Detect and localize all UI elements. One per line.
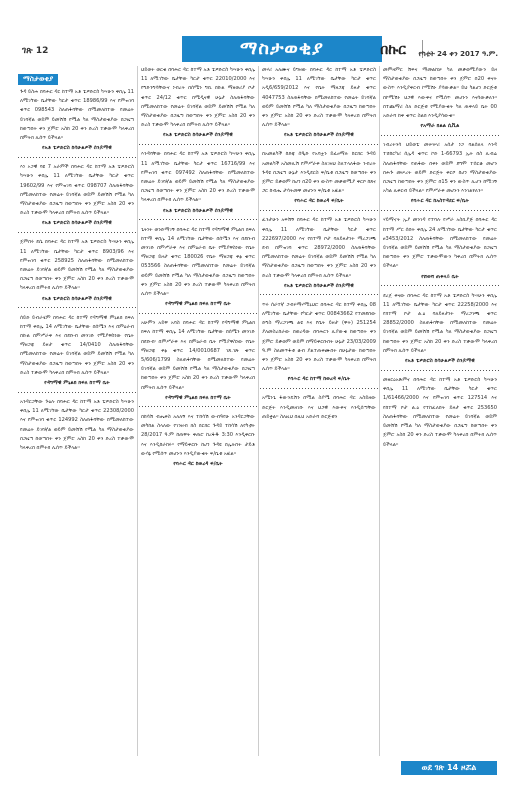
notice-divider xyxy=(260,207,378,213)
notice-text: ጀምበሩ ደሴ በባሕር ዳር ከተማ አቶ ቴዎድሮስ ካሣሁን ቀበሌ 11 ለሚገኘው ቤታቸው ካርታ ቁጥር 8903/96 እና የምዝገባ ቁጥር 258925 ስለጠፋባቸው በሚመለከተው የመሬት ይገባኛል ወይም ይመሽሽ የሚል ካለ ማስታወቂያው በጋዜጣ ከወጣበት ቀን ጀምሮ አስከ 20 ቀን ድረስ ተቃውሞ ካላቀረበ በምትክ ሊሰጥ ይችላል፡፡ xyxy=(20,239,134,292)
notice-text: ደረጀ ቀናው በባሕር ዳር ከተማ አቶ ቴዎድሮስ ካሣሁን ቀበሌ 11 ለሚገኘው ቤታቸው ካርታ ቁጥር 22258/2000 እና የክተማ ቦታ ል.ዕ ባለይዞታነት ማረጋገጫ ቁጥር 28852/2000 ስለጠፋባቸው በሚመለከተው የመሬት ይገባኛል ወይም ይመሽሽ የሚል ካለ ማስታወቂያው በጋዜጣ ከወጣበት ቀን ጀምሮ አስከ 20 ቀን ድረስ ተቃውሞ ካላቀረበ በምትክ ሊሰጥ ይችላል፡፡ xyxy=(383,292,497,354)
notice-signature: የሸወሻ ጠቅላይ ቤት xyxy=(421,273,459,280)
notice-signature: የአቶ ቴዎድሮስ ከሳሁልዎች ሰንዶማዊ xyxy=(284,282,354,289)
notice-text: አሁምን አይዋ አባስ በባሕር ዳር ከተማ የዳግማዊ ምኒልክ ክፍለ ከተማ ቀበሌ 14 ለሚገኘው ቤታቸው በሰሜን መንገድ በደቡብ፡ በምሥራቅ እና በምዕራብ ቤት የሚያዋስነው የቤት ማዘጋጃ ቅፅ ቁጥር 14/0010687 ገጸ.ገጽ ቁጥር 5/606/1799 ስለጠፋባቸው በሚመለከተው የመሬት ይገባኛል ወይም ይመሽሽ የሚል ካለ ማስታወቂያው በጋዜጣ ከወጣበት ቀን ጀምሮ አስከ 20 ቀን ድረስ ተቃውሞ ካላቀረበ በምትክ ሊሰጥ ይችላል፡፡ xyxy=(141,320,255,391)
notice-divider xyxy=(18,389,136,395)
notice-text: ፈንታሁን አፍሽኝ በባሕር ዳር ከተማ አቶ ቴዎድሮስ ካሣሁን ቀበሌ 11 ለሚገኘው ቤታቸው ካርታ ቁጥር 222697/2000 እና የክተማ ቦታ ባለይዞታነት ማረጋገጫ ደብ በምዝገባ ቁጥር 28972/2000 ስለጠፋባቸው በሚመለከተው የመሬት ይገባኛል ወይም ይመሽሽ የሚል ካለ ማስታወቂያው በጋዜጣ ከወጣበት ቀን ጀምሮ አስከ 20 ቀን ድረስ ተቃውሞ ካላቀረበ በምትክ ሊሰጥ ይችላል፡፡ xyxy=(262,217,376,279)
notice-signature: የባሕር ዳር ከተማ ከወረዳ ፍ/ቤት xyxy=(287,376,351,383)
column-3 xyxy=(260,66,378,756)
notice-text: አንዳርጋቸው ጉዕሉ በባሕር ዳር ከተማ አቶ ቴዎድሮስ ካሣሁን ቀበሌ 11 ለሚገኘው ቤታቸው ካርታ ቁጥር 22308/2000 እና የምዝገባ ቁጥር 124992 ስለጠፋባቸው በሚመለከተው የመሬት ይገባኛል ወይም ይመሽሽ የሚል ካለ ማስታወቂያው በጋዜጣ ከወጣበት ቀን ጀምሮ አስከ 20 ቀን ድረስ ተቃውሞ ካላቀረበ በምትክ ሊሰጥ ይችላል፡፡ xyxy=(20,399,134,452)
notice-signature: የአቶ ቴዎድሮስ ከሳሁልዎች ሰንዶማዊ xyxy=(42,220,112,227)
notice-divider xyxy=(18,154,136,160)
notice-text: አሜንጌ ፋውንዴሽን በሚል ስያሜ በባሕር ዳር አስይዘው ድርጅት እንዲመዘገቡ እና ህጋዊ እውቅና እንዲሰጣቸው ጠይቋል፡፡ ስለዚህ በዚህ አድራሻ ድርጅቱን xyxy=(262,395,376,420)
notice-divider xyxy=(260,292,378,298)
continued-on-page-tag: ወደ ገጽ 14 ዞሯል xyxy=(401,761,497,775)
notice-divider xyxy=(18,305,136,311)
notice-text: መሃሪ አለሙና ይግዛው በባሕር ዳር ከተማ አቶ ቴዎድሮስ ካሣሁን ቀበሌ 11 ለሚገኘው ቤታቸው ካርታ ቁጥር አዲ6/659/2012 እና የቤት ማዘጋጃ ይዞታ ቁጥር 4047753 ስለጠፋባቸው በሚመለከተው የመሬት ይገባኛል ወይም ይመሽሽ የሚል ካለ ማስታወቂያው በጋዜጣ ከወጣበት ቀን ጀምሮ አስከ 20 ቀን ድረስ ተቃውሞ ካላቀረበ በምትክ ሊሰጥ ይችላል፡፡ xyxy=(262,67,376,129)
section-title: ማስታወቂያ xyxy=(182,36,382,62)
notice-text: ሃይማኖት ኢያ መንገዳ የተባሉ የሥራ አስኪያጅ በባሕር ዳር ከተማ ሥር ሰበት ቀበሌ 24 ለሚገኘው ቤታቸው ካርታ ቁጥር ፀ3453/2012 ስለጠፋባቸው በሚመለከተው የመሬት ይገባኛል ወይም ይመሽሽ የሚል ካለ ማስታወቂያው በጋዜጣ ከወጣበት ቀን ጀምሮ ተቃውሞውን ካቀረበ በምትክ ሊሰጥ ይችላል፡፡ xyxy=(383,217,497,270)
column-2 xyxy=(139,66,257,756)
newspaper-name: በኩር xyxy=(380,42,406,58)
column-rule xyxy=(379,66,380,756)
notice-text: ጌትነት ወንድማገኝ በባሕር ዳር ከተማ የዳግማዊ ምኒልክ ክፍለ ከተማ ቀበሌ 14 ለሚገኘው ቤታቸው በሰሜን እና በደቡብ መንገድ በምሥራቅ እና በምዕራብ ቤት የሚያዋስነው የቤት ማዘጋጃ ይዞታ ቁጥር 180026 የቤት ማዘጋጃ ቅፅ ቁጥር 053566 ስለጠፋባቸው በሚመለከተው የመሬት ይገባኛል ወይም ይመሽሽ የሚል ካለ ማስታወቂያው በጋዜጣ ከወጣበት ቀን ጀምሮ አስከ 20 ቀን ድረስ ተቃውሞ ካላቀረበ በምትክ ሊሰጥ ይችላል፡፡ xyxy=(141,226,255,298)
page-number: ገጽ 12 xyxy=(22,46,49,56)
notice-text: ሰይድ ይብራሂም በባሕር ዳር ከተማ የዳግማዊ ምኒልክ ክፍለ ከተማ ቀበሌ 14 ለሚገኘው ቤታቸው በሰሜን እና በምዕራብ በኩል በምሥራቅ እና በደቡብ መንገድ የሚያዋስነው የቤት ማዘጋጃ ይዞታ ቁጥር 14/0410 ስለጠፋባቸው በሚመለከተው የመሬት ይገባኛል ወይም ይመሽሽ የሚል ካለ ማስታወቂያው በጋዜጣ ከወጣበት ቀን ጀምሮ አስከ 20 ቀን ድረስ ተቃውሞ ካላቀረበ በምትክ ሊሰጥ ይችላል፡፡ xyxy=(20,314,134,376)
notice-text: ገብረትንሳ ህይወቴ መሠሠሪ አሰታ ነጋ ባልሰለላ እንዳ ተሸከርካሪ ሰሌዳ ቁጥር ኮድ 1-66793 ኢት በስ ሊብሬ ስለጠፋባቸው የጠፋው በቀኑ ወይም ደግሞ ተሰርቆ መሆን በሕጉ መሠረት ወይም ድርጅት ቀርቦ ከሆነ ማስታወቂያው በጋዜጣ ከወጣበት ቀን ጀምሮ በ15 ቀን ውስጥ ሊሆን ከሚገኝ አካል ሊቀርብ ይችላል፡፡ የምሥራቅ መሆኑን እንገልፃለን፡፡ xyxy=(383,142,497,195)
column-rule xyxy=(258,66,259,756)
notice-text: ጉዳ ይስሐ በባሕር ዳር ከተማ አቶ ቴዎድሮስ ካሣሁን ቀበሌ 11 ለሚገኘው ቤታቸው ካርታ ቁጥር 18986/99 እና የምዝገባ ቁጥር 098543 ስለጠፋባቸው በሚመለከተው የመሬት ይገባኛል ወይም ይመሽሽ የሚል ካለ ማስታወቂያው በጋዜጣ ከወጣበት ቀን ጀምሮ አስከ 20 ቀን ድረስ ተቃውሞ ካላቀረበ በምትክ ሊሰጥ ይችላል፡፡ xyxy=(20,89,134,142)
column-4 xyxy=(381,66,499,756)
notice-text: እነ ኦጋዊ ባዩ 7 አራምች በባሕር ዳር ከተማ አቶ ቴዎድሮስ ካሣሁን ቀበሌ 11 ለሚገኘው ቤታቸው ካርታ ቁጥር 19602/99 እና የምዝገባ ቁጥር 098707 ስለጠፋባቸው በሚመለከተው የመሬት ይገባኛል ወይም ይመሽሽ የሚል ካለ ማስታወቂያው በጋዜጣ ከወጣበት ቀን ጀምሮ አስከ 20 ቀን ድረስ ተቃውሞ ካላቀረበ በምትክ ሊሰጥ ይችላል፡፡ xyxy=(20,164,134,217)
notice-text: በአመልካች ከድጃ ሰዒድ የአባቷን ይፈፀማሉ ከርክር ጉዳይ አመልካች አስመሊሽ የምሥራቅ ስለገዛህ ስለተላለፋው ንብረት ጉዳዩ በጋዜጣ ሁኔታ እንዲደርስ ፍ/ቤቱ በጋዜጣ ከወጣበት ቀን ጀምሮ ይቃወም ከሆነ በ20 ቀን ውስጥ መቃወሚያ ቀርቦ ከጸና ጋር ከብሔ ታሳትመዋ መሆኑን ፍ/ቤቱ አዟል፡፡ xyxy=(262,151,376,195)
notice-divider xyxy=(260,141,378,147)
notice-signature: የአቶ ቴዎድሮስ ከሳሁልዎች ሰንዶማዊ xyxy=(42,145,112,152)
page-header xyxy=(22,36,498,62)
notice-text: ጥሩ ሰራተኛ ጋብሩማሃሚኒህሮ በባሕር ዳር ከተማ ቀበሌ 08 ለሚገኘው ቤታቸው የካርታ ቁጥር 00843662 የተመደበው ድግስ ማረጋገጫ ልዩ እና የቤት ይዞታ (ዋት) 251254 ያለመስረከራው በወረዳው በባሕርን ሊያውቁ ከወጣበት ቀን ጀምሮ ይቃወም ወይም በማይቀርቡበት ሁኔታ 23/03/2009 ዓ.ም ስለመጥፋቱ ቆብ ያልተጠቀሙበት በሁኔታው ከወጣበት ቀን ጀምሮ አስከ 20 ቀን ድረስ ተቃውሞ ካላቀረበ በምትክ ሊሰጥ ይችላል፡፡ xyxy=(262,301,376,373)
notice-signature: የአቶ ቴዎድሮስ ከሳሁልዎች ሰንዶማዊ xyxy=(163,207,233,214)
column-1 xyxy=(18,66,136,756)
notice-signature: የአቶ ቴዎድሮስ ከሳሁልዎች ሰንዶማዊ xyxy=(405,358,475,365)
column-tag: ማስታወቂያ xyxy=(18,74,58,85)
notice-divider xyxy=(381,283,499,289)
notice-text: ህይወት ወርቁ በባሕር ዳር ከተማ አቶ ቴዎድሮስ ካሣሁን ቀበሌ 11 ለሚገኘው ቤታቸው ካርታ ቁጥር 22010/2000 እና የግድንግሳቸውና ነብረት በሰሜን ግቢ በኩል ማዘወሪያ ቦታ ቁጥር 24/12 ቁጥር በሜዲናዊ ሁኔታ ስለጠፋባቸው በሚመለከተው የመሬት ይገባኛል ወይም ይመሽሽ የሚል ካለ ማስታወቂያው በጋዜጣ ከወጣበት ቀን ጀምሮ አስከ 20 ቀን ድረስ ተቃውሞ ካላቀረበ በምትክ ሊሰጥ ይችላል፡፡ xyxy=(141,67,255,129)
notice-signature: የአቶ ቴዎድሮስ ከሳሁልዎች ሰንዶማዊ xyxy=(42,295,112,302)
notice-divider xyxy=(381,132,499,138)
column-rule xyxy=(137,66,138,756)
notice-divider xyxy=(139,141,257,147)
notice-divider xyxy=(260,385,378,391)
notice-signature: የባሕር ዳር ከወረዳ ፍ/ቤት xyxy=(173,460,223,467)
notice-divider xyxy=(381,367,499,373)
notice-signature: የአቶ ቴዎድሮስ ከሳሁልዎች ሰንዶማዊ xyxy=(284,132,354,139)
notice-signature: የአቶ ቴዎድሮስ ከሳሁልዎች ሰንዶማዊ xyxy=(163,132,233,139)
notice-text: እንዳሻቸው በባሕር ዳር ከተማ አቶ ቴዎድሮስ ካሣሁን ቀበሌ 11 ለሚገኘው ቤታቸው ካርታ ቁጥር 16716/99 እና የምዝገባ ቁጥር 097492 ስለጠፋባቸው በሚመለከተው የመሬት ይገባኛል ወይም ይመሽሽ የሚል ካለ ማስታወቂያው በጋዜጣ ከወጣበት ቀን ጀምሮ አስከ 20 ቀን ድረስ ተቃውሞ ካላቀረበ በምትክ ሊሰጥ ይችላል፡፡ xyxy=(141,151,255,204)
notice-text: መምዛምር ሽፍና ማመልከቻ ካለ መቃወሚያውን ይዞ ማስታወቂያው በጋዜጣ ከወጣበት ቀን ጀምሮ በ20 ቀናት ውስጥ እንዲያቀርብ ኮሚሽኑ ያሳውቃል፡፡ ይህ ካልሆነ ድርጅቱ በኮሚሽኑ ህጋዊ እውቅና የሚሰጥ መሆኑን እናሳውቃለን፡፡ በተጨማሪ ስለ ድርጅቱ የሚያውቁት ካለ ጠቅላይ ቤት 00 አድራሻ ከቀ ቁጥር ስልክ እንዲያሳውቁ፡፡ xyxy=(383,67,497,120)
notice-divider xyxy=(139,404,257,410)
notice-signature: የባሕር ዳር ከአስተዳደር ፍ/ቤት xyxy=(411,198,469,205)
notice-signature: የዳግማዊ ምኒልክ ክፍለ ከተማ ቤት xyxy=(165,301,231,308)
notice-text: በከሳሽ ብሔቅስ አለለኝ እና ተከሳሽ ውብዓየሁ አንዳርጋቸው መካከል ስላለው የገንዘብ ክስ ክርክር ጉዳይ ተከሳሽ ለየካቲት 28/2017 ዓ.ም ከጠዋት ቀጠሮ ከረፋዱ 3:30 እንዲቀርቡ እና እንዲከራከሩ፡፡ የማይቀርቡ ከሆነ ጉዳዩ በሌሉበት ታይቶ ውሳኔ የሚሰጥ መሆኑን እንዲያውቁት ፍ/ቤቱ አዟል፡፡ xyxy=(141,413,255,457)
issue-date: የካቲት 24 ቀን 2017 ዓ.ም. xyxy=(418,50,498,58)
notice-divider xyxy=(381,207,499,213)
notice-divider xyxy=(139,217,257,223)
notice-divider xyxy=(18,229,136,235)
notice-signature: የዳግማዊ ምኒልክ ክፍለ ከተማ ቤት xyxy=(165,394,231,401)
notice-signature: የዳግማዊ ምኒልክ ክፍለ ከተማ ቤት xyxy=(44,380,110,387)
notice-signature: የባሕር ዳር ከወረዳ ፍ/ቤት xyxy=(294,198,344,205)
notice-text: መዘርዕአጽምና በባሕር ዳር ከተማ አቶ ቴዎድሮስ ካሣሁን ቀበሌ 11 ለሚገኘው ቤታቸው ካርታ ቁጥር 1/61466/2000 እና የምዝገባ ቁጥር 127514 እና የከተማ ቦታ ል.ዕ የተከፈለበት ይዞታ ቁጥር 253650 ስለጠፋባቸው በሚመለከተው የመሬት ይገባኛል ወይም ይመሽሽ የሚል ካለ ማስታወቂያው በጋዜጣ ከወጣበት ቀን ጀምሮ አስከ 20 ቀን ድረስ ተቃውሞ ካላቀረበ በምትክ ሊሰጥ ይችላል፡፡ xyxy=(383,377,497,448)
notice-signature: የአማራ ክልል ሲቪል xyxy=(420,123,460,130)
notice-divider xyxy=(139,310,257,316)
